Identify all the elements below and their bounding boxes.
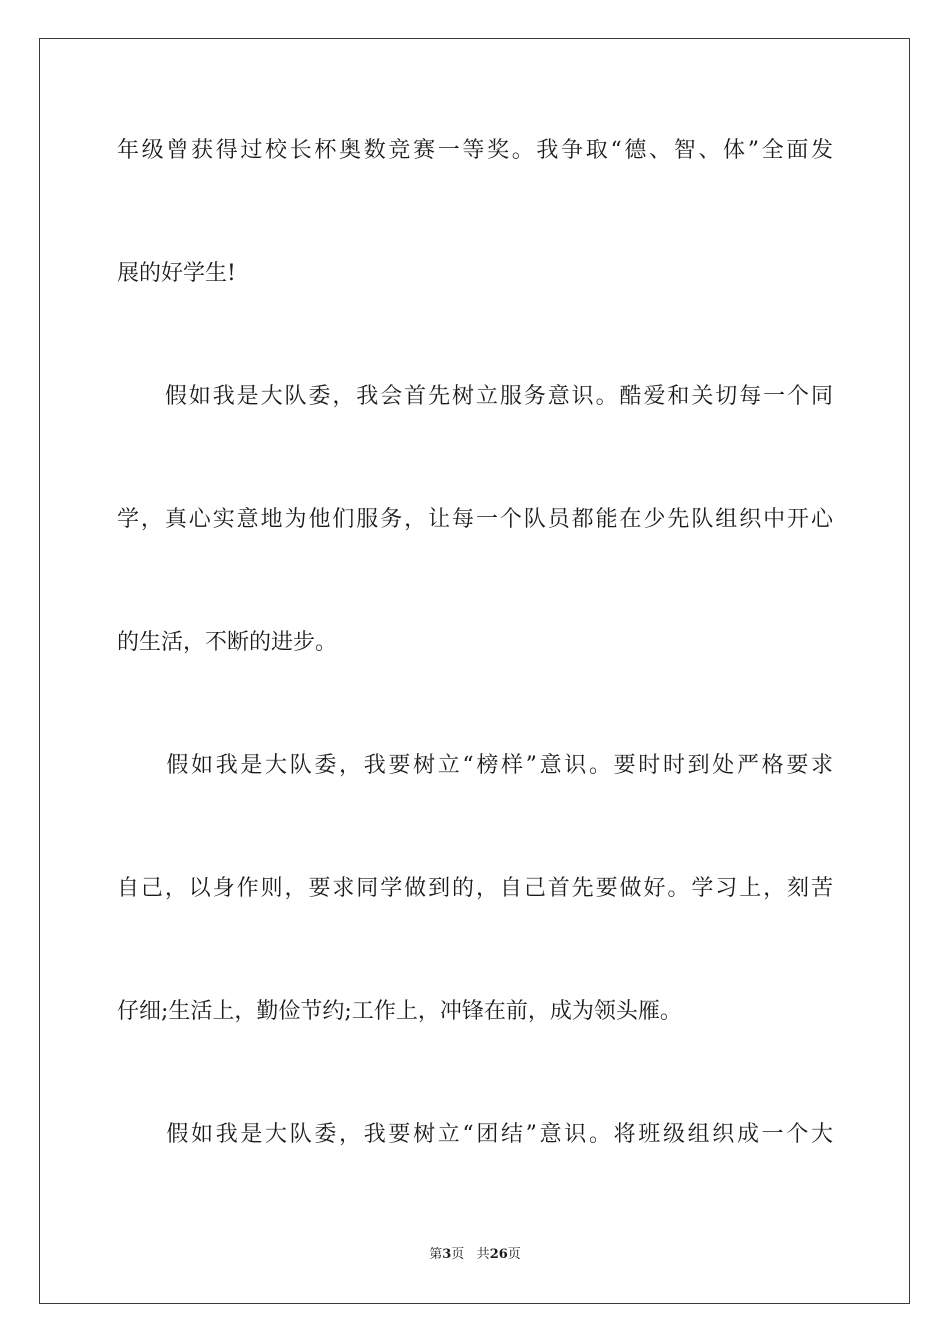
text-line: 假如我是大队委，我要树立“榜样”意识。要时时到处严格要求: [117, 753, 833, 778]
text-line: 假如我是大队委，我要树立“团结”意识。将班级组织成一个大: [117, 1122, 833, 1147]
text-line: 学，真心实意地为他们服务，让每一个队员都能在少先队组织中开心: [117, 507, 833, 532]
page-border: [39, 38, 910, 1304]
text-line: 年级曾获得过校长杯奥数竞赛一等奖。我争取“德、智、体”全面发: [117, 138, 833, 163]
total-prefix: 共: [476, 1247, 490, 1262]
page-suffix: 页: [451, 1247, 465, 1262]
text-line: 展的好学生!: [117, 261, 236, 286]
total-suffix: 页: [507, 1247, 521, 1262]
text-line: 仔细;生活上，勤俭节约;工作上，冲锋在前，成为领头雁。: [117, 999, 682, 1024]
total-pages: 26: [489, 1247, 508, 1262]
text-line: 的生活，不断的进步。: [117, 630, 338, 655]
text-line: 自己，以身作则，要求同学做到的，自己首先要做好。学习上，刻苦: [117, 876, 833, 901]
page-number: 3: [442, 1247, 452, 1262]
text-line: 假如我是大队委，我会首先树立服务意识。酷爱和关切每一个同: [117, 384, 833, 409]
page-prefix: 第: [429, 1247, 443, 1262]
page-footer: [0, 1246, 950, 1264]
